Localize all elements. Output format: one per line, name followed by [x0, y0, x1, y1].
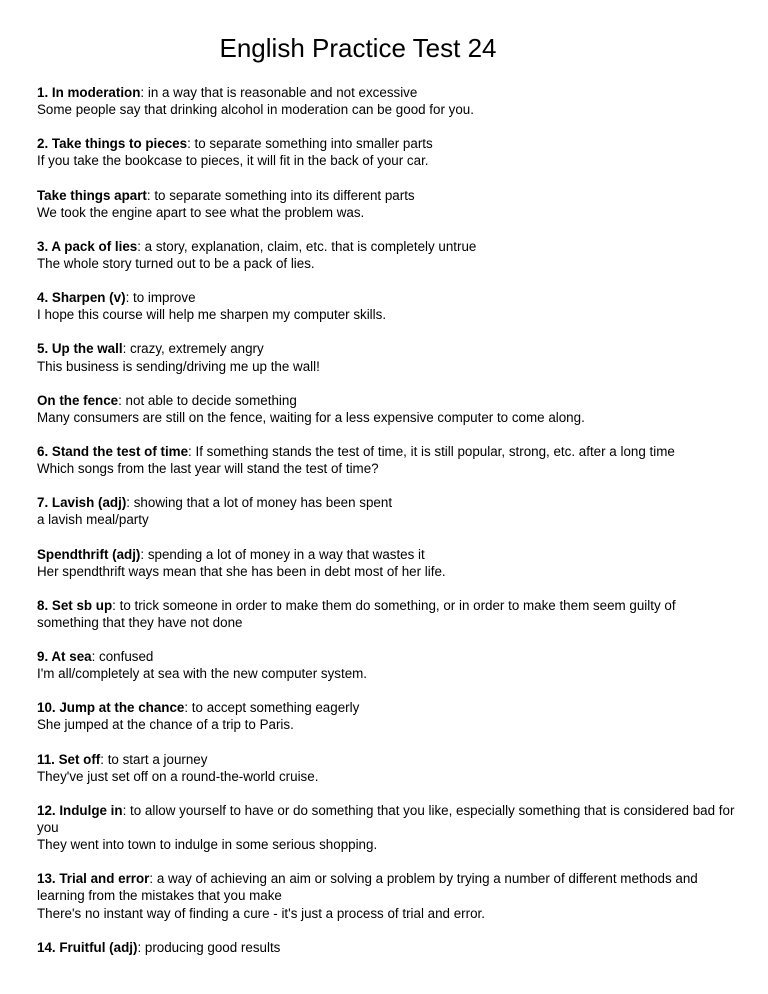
entry-a-pack-of-lies — [37, 238, 737, 272]
term: 5. Up the wall — [37, 341, 123, 357]
entry-trial-and-error — [37, 870, 737, 921]
term: 12. Indulge in — [37, 802, 123, 818]
example: Many consumers are still on the fence, waiting for a less expensive computer to come along. — [37, 409, 585, 425]
definition: : spending a lot of money in a way that wastes it — [140, 546, 425, 562]
entry-take-things-to-pieces — [37, 135, 737, 169]
example: This business is sending/driving me up the wall! — [37, 358, 320, 374]
term: 6. Stand the test of time — [37, 443, 189, 459]
definition: : to allow yourself to have or do something that you like, especially something that is considered bad for you — [37, 802, 735, 836]
example: We took the engine apart to see what the problem was. — [37, 204, 365, 220]
term: 2. Take things to pieces — [37, 136, 188, 152]
example: a lavish meal/party — [37, 512, 149, 528]
definition: : a way of achieving an aim or solving a problem by trying a number of different methods and learning from the mistakes that you make — [37, 871, 698, 904]
entry-fruitful — [37, 939, 737, 956]
entry-on-the-fence — [37, 392, 737, 426]
term: 10. Jump at the chance — [37, 700, 185, 716]
entry-up-the-wall — [37, 340, 737, 374]
entry-spendthrift — [37, 546, 737, 580]
term: 4. Sharpen (v) — [37, 290, 126, 306]
entry-set-off — [37, 751, 737, 785]
definition: : to separate something into smaller parts — [187, 136, 433, 152]
definition: : producing good results — [137, 939, 281, 955]
term: 13. Trial and error — [37, 871, 150, 887]
example: The whole story turned out to be a pack of lies. — [37, 255, 315, 271]
entry-take-things-apart — [37, 187, 737, 221]
example: She jumped at the chance of a trip to Paris. — [37, 717, 294, 733]
definition: : in a way that is reasonable and not excessive — [140, 85, 418, 100]
entry-in-moderation — [37, 84, 737, 118]
example: Her spendthrift ways mean that she has been in debt most of her life. — [37, 563, 446, 579]
definition: : to start a journey — [100, 751, 208, 767]
term: 3. A pack of lies — [37, 238, 138, 254]
term: 1. In moderation — [37, 85, 141, 100]
entry-at-sea — [37, 648, 737, 682]
example: There's no instant way of finding a cure - it's just a process of trial and error. — [37, 905, 485, 921]
example: Which songs from the last year will stand the test of time? — [37, 461, 379, 477]
definition: : not able to decide something — [118, 392, 297, 408]
term: Spendthrift (adj) — [37, 546, 141, 562]
term: 7. Lavish (adj) — [37, 495, 127, 511]
definition: : to separate something into its different parts — [146, 187, 415, 203]
term: 14. Fruitful (adj) — [37, 939, 138, 955]
example: Some people say that drinking alcohol in moderation can be good for you. — [37, 102, 474, 118]
example: They went into town to indulge in some serious shopping. — [37, 837, 378, 853]
entry-lavish — [37, 494, 737, 528]
definition: : to improve — [125, 290, 196, 306]
definition: : a story, explanation, claim, etc. that is completely untrue — [137, 238, 477, 254]
definition: : If something stands the test of time, it is still popular, strong, etc. after a long time — [188, 443, 675, 459]
term: On the fence — [37, 392, 119, 408]
entry-indulge-in — [37, 802, 737, 853]
definition: : crazy, extremely angry — [122, 341, 264, 357]
definition: : to accept something eagerly — [184, 700, 360, 716]
term: Take things apart — [37, 187, 147, 203]
example: They've just set off on a round-the-world cruise. — [37, 768, 319, 784]
entry-jump-at-the-chance — [37, 699, 737, 733]
example: I hope this course will help me sharpen my computer skills. — [37, 307, 387, 323]
example: I'm all/completely at sea with the new computer system. — [37, 666, 368, 682]
page-title: English Practice Test 24 — [219, 33, 497, 63]
definition: : showing that a lot of money has been spent — [126, 495, 393, 511]
definition: : to trick someone in order to make them do something, or in order to make them seem guilty of something that they have not done — [37, 597, 676, 630]
term: 8. Set sb up — [37, 597, 113, 613]
term: 9. At sea — [37, 649, 92, 665]
entry-set-sb-up — [37, 597, 737, 631]
term: 11. Set off — [37, 751, 101, 767]
definition: : confused — [91, 649, 154, 665]
example: If you take the bookcase to pieces, it will fit in the back of your car. — [37, 153, 429, 169]
entry-stand-the-test-of-time — [37, 443, 737, 477]
vocabulary-list — [37, 84, 737, 973]
entry-sharpen — [37, 289, 737, 323]
